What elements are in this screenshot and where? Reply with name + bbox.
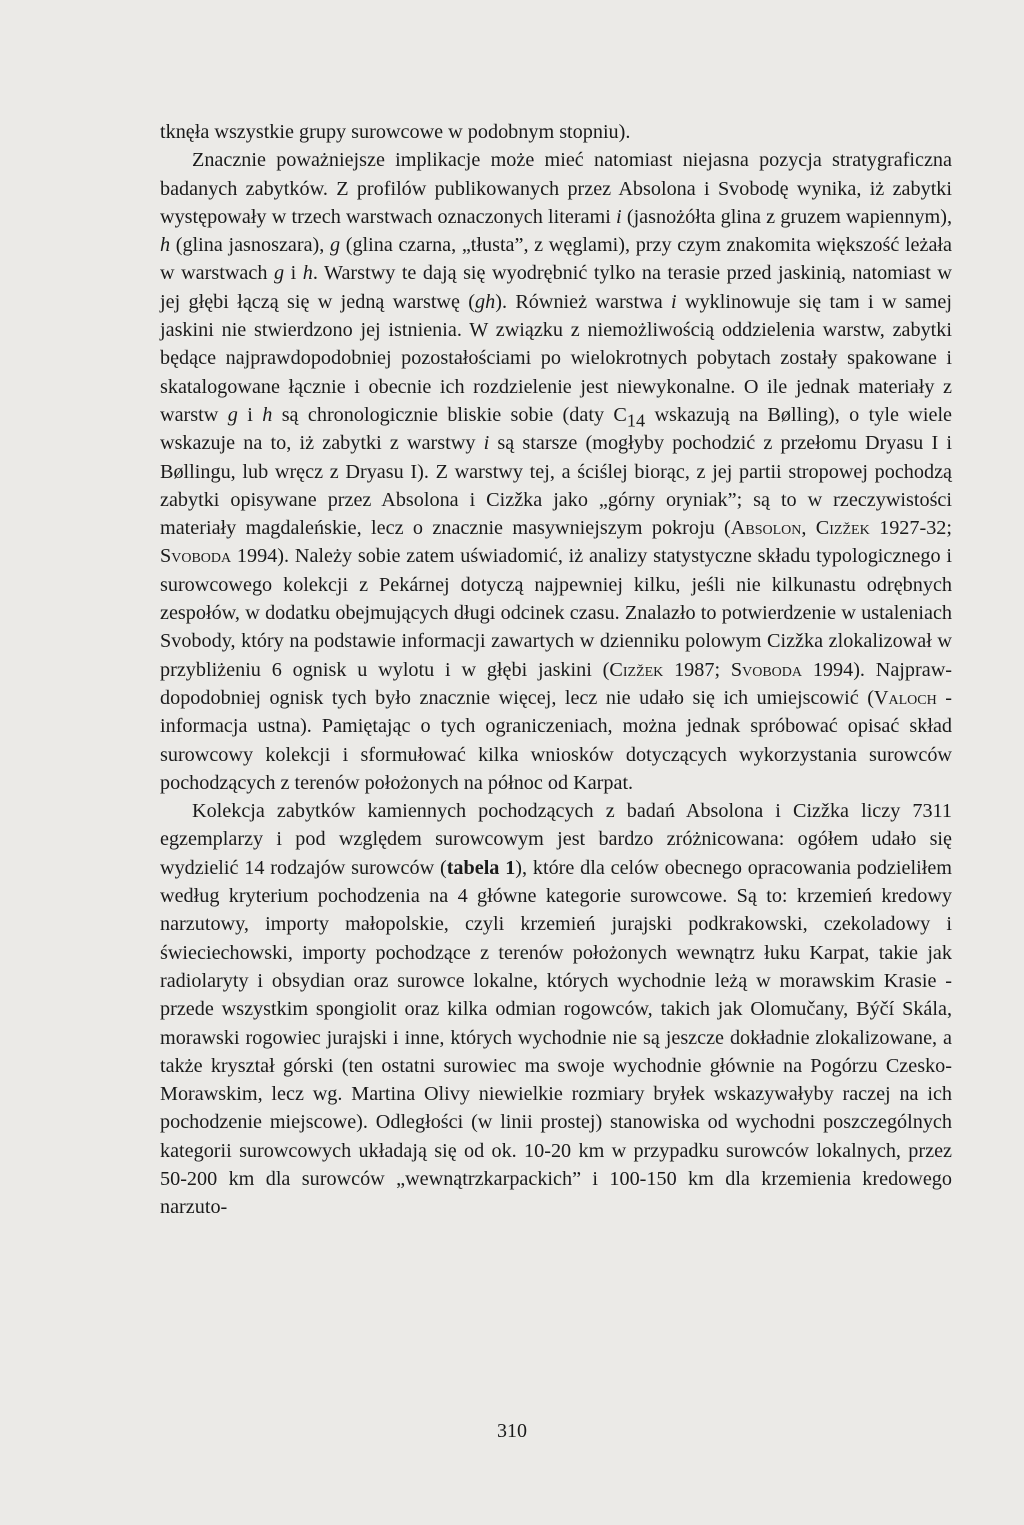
text-run: . Warstwy te dają się wyodrębnić tylko na terasie przed jaskinią, natomiast w jej głębi łączą się w jedną warstwę ( [160, 262, 953, 313]
text-run: Znacznie poważniejsze implikacje może mieć natomiast niejasna pozycja stratygraficzna badanych zabytków. Z profilów publikowanych przez Absolona i Svobodę wynika, iż zabytki występowały w trzech warstwach oznaczonych literami [160, 149, 952, 228]
styled-text-run: h [302, 262, 313, 285]
text-run: są starsze (mogłyby pochodzić z przełomu Dryasu I i Bøllingu, lub wręcz z Dryasu I). Z warstwy tej, a ściślej biorąc, z jej partii stropowej pochodzą zabytki opisywane przez Absolona i Cizžka jako „górny oryniak”; są to w rzeczywistości materiały magdaleńskie, lecz o znacznie masywniejszym pokroju ( [160, 432, 952, 540]
text-run: 1994). Najprawdopodobniej ognisk tych było znacznie więcej, lecz nie udało się ich umiejscowić ( [160, 658, 953, 709]
styled-text-run: Valoch [873, 686, 937, 709]
styled-text-run: Svoboda [160, 545, 232, 568]
styled-text-run: Cizžek [609, 658, 664, 681]
paragraph-1 [160, 118, 952, 146]
text-run: (glina jasnoszara), [170, 234, 330, 257]
text-run: wskazują na Bølling), o tyle wiele wskazuje na to, iż zabytki z warstwy [160, 403, 953, 455]
styled-text-run: i [671, 290, 677, 313]
styled-text-run: g [273, 262, 285, 285]
text-run: 1994). Należy sobie zatem uświadomić, iż analizy statystyczne składu typologicznego i surowcowego kolekcji z Pekárnej dotyczą najpewniej kilku, jeśli nie kilkunastu odrębnych zespołów, w dodatku obejmujących długi odcinek czasu. Znalazło to potwierdzenie w ustaleniach Svobody, który na podstawie informacji zawartych w dzienniku polowym Cizžka zlokalizował w przybliżeniu 6 ognisk u wylotu i w głębi jaskini ( [160, 545, 952, 681]
styled-text-run: h [262, 403, 273, 426]
text-run: wyklinowuje się tam i w samej jaskini nie stwierdzono jej istnienia. W związku z niemożliwością oddzielenia warstw, zabytki będące najprawdopodobniej pozostałościami po wielokrotnych pobytach zostały spakowane i skatalogowane łącznie i obecnie ich rozdzielenie jest niewykonalne. O ile jednak materiały z warstw [160, 290, 953, 426]
text-run: Kolekcja zabytków kamiennych pochodzących z badań Absolona i Cizžka liczy 7311 egzemplarzy i pod względem surowcowym jest bardzo zróżnicowana: ogółem udało się wydzielić 14 rodzajów surowców ( [160, 800, 952, 879]
text-run: 1987; [663, 658, 731, 681]
styled-text-run: i [483, 432, 490, 455]
styled-text-run: Svoboda [730, 658, 803, 681]
text-run: i [237, 403, 263, 426]
text-run: i [284, 262, 303, 285]
text-run: (jasnożółta glina z gruzem wapiennym), [621, 205, 953, 228]
styled-text-run: tabela 1 [446, 856, 516, 879]
body-text [160, 118, 952, 1222]
text-run: (glina czarna, „tłusta”, z węglami), przy czym znakomita większość leżała w warstwach [160, 234, 953, 285]
styled-text-run: h [160, 234, 171, 257]
text-run: ), które dla celów obecnego opracowania podzieliłem według kryterium pochodzenia na 4 główne kategorie surowcowe. Są to: krzemień kredowy narzutowy, importy małopolskie, czyli krzemień jurajski podkrakowski, czekoladowy i świeciechowski, importy pochodzące z terenów położonych wewnątrz łuku Karpat, takie jak radiolaryty i obsydian oraz surowce lokalne, których wychodnie leżą w morawskim Krasie - przede wszystkim spongiolit oraz kilka odmian rogowców, takich jak Olomučany, Býčí Skála, morawski rogowiec jurajski i inne, których wychodnie nie są jeszcze dokładnie zlokalizowane, a także kryształ górski (ten ostatni surowiec ma swoje wychodnie głównie na Pogórzu Czesko-Morawskim, lecz wg. Martina Olivy niewielkie rozmiary bryłek wskazywałyby raczej na ich pochodzenie miejscowe). Odległości (w linii prostej) stanowiska od wychodni poszczególnych kategorii surowcowych układają się od ok. 10-20 km w przypadku surowców lokalnych, przez 50-200 km dla surowców „wewnątrzkarpackich” i 100-150 km dla krzemienia kredowego narzuto- [160, 856, 952, 1219]
styled-text-run: 14 [626, 410, 646, 431]
styled-text-run: g [329, 234, 341, 257]
text-run: - informacja ustna). Pamiętając o tych ograniczeniach, można jednak spróbować opisać skład surowcowy kolekcji i sformułować kilka wniosków dotyczących wykorzystania surowców pochodzących z terenów położonych na północ od Karpat. [160, 686, 952, 794]
styled-text-run: Absolon, Cizžek [730, 517, 870, 540]
paragraph-3 [160, 797, 952, 1221]
styled-text-run: g [227, 403, 238, 426]
paragraph-2 [160, 146, 952, 797]
text-run: tknęła wszystkie grupy surowcowe w podobnym stopniu). [160, 121, 631, 143]
styled-text-run: i [616, 205, 622, 228]
styled-text-run: gh [475, 290, 496, 313]
text-run: ). Również warstwa [495, 290, 672, 313]
text-run: są chronologicznie bliskie sobie (daty C [272, 403, 627, 426]
text-run: 1927-32; [869, 517, 952, 540]
page-number: 310 [497, 1420, 527, 1442]
